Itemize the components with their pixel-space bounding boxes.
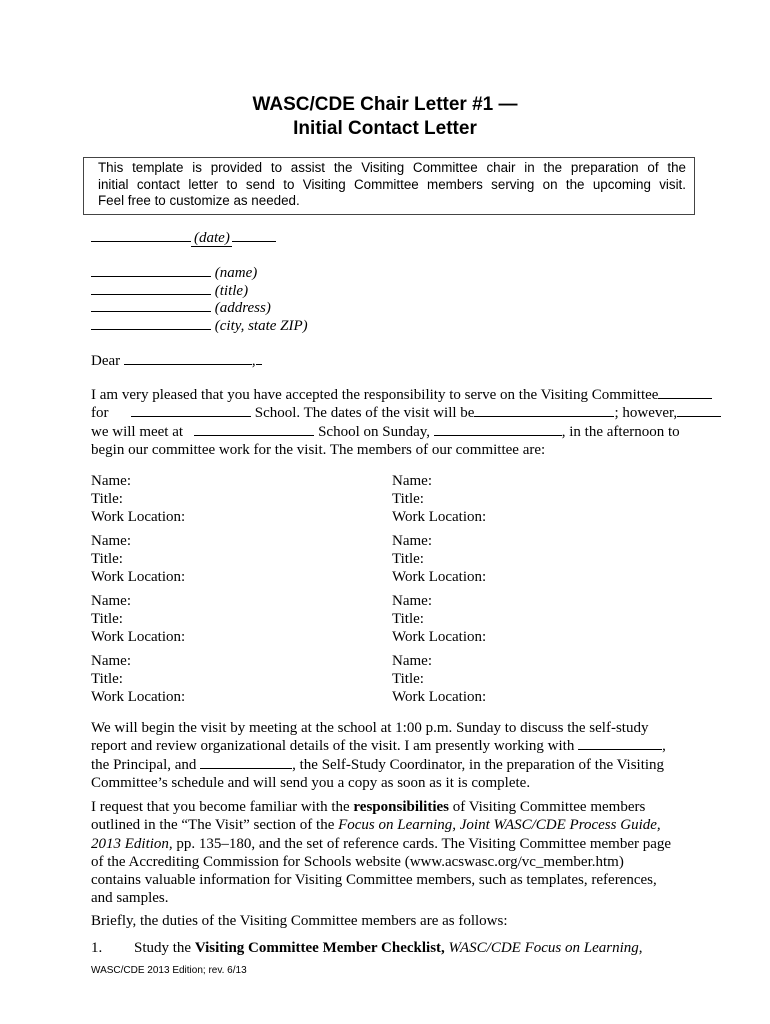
- para3-of-members: of Visiting Committee members: [452, 799, 646, 815]
- note-line-2: initial contact letter to send to Visiting Committee members serving on the upcoming visit.: [98, 176, 686, 192]
- para1-sunday: School on Sunday,: [318, 423, 431, 440]
- address-blank[interactable]: [91, 299, 211, 312]
- list-item-number: 1.: [91, 940, 103, 956]
- member-name-label: Name:: [392, 593, 432, 609]
- date-field: [91, 229, 276, 247]
- sunday-date-blank[interactable]: [434, 423, 562, 436]
- name-field: [91, 264, 257, 282]
- para3-outlined: outlined in the “The Visit” section of the: [91, 817, 335, 834]
- paragraph-acceptance: [91, 386, 681, 459]
- para3-responsibilities: responsibilities: [353, 799, 449, 815]
- paragraph-visit-begin: [91, 719, 681, 792]
- meeting-school-blank[interactable]: [194, 423, 314, 436]
- date-label: (date): [191, 230, 232, 247]
- title-blank[interactable]: [91, 282, 211, 295]
- member-block-3: [91, 533, 185, 586]
- city-label: (city, state ZIP): [214, 318, 308, 334]
- member-work-label: Work Location:: [392, 628, 487, 645]
- para3-line4: of the Accrediting Commission for Schools website (www.acswasc.org/vc_member.htm): [91, 853, 624, 870]
- member-title-label: Title:: [91, 670, 123, 687]
- visit-dates-blank[interactable]: [474, 404, 614, 417]
- member-name-label: Name:: [392, 533, 432, 549]
- member-title-label: Title:: [392, 490, 424, 507]
- principal-blank[interactable]: [578, 737, 662, 750]
- para2-line1: We will begin the visit by meeting at the school at 1:00 p.m. Sunday to discuss the self-study: [91, 720, 649, 736]
- member-title-label: Title:: [392, 610, 424, 627]
- para1-dates-text: School. The dates of the visit will be: [254, 405, 475, 422]
- member-name-label: Name:: [91, 593, 131, 609]
- name-blank[interactable]: [91, 264, 211, 277]
- para3-process-guide: Focus on Learning, Joint WASC/CDE Process Guide,: [338, 817, 661, 834]
- para3-request: I request that you become familiar with the: [91, 799, 350, 815]
- member-title-label: Title:: [392, 670, 424, 687]
- para2-line2: [91, 737, 681, 755]
- member-name-label: Name:: [392, 473, 432, 489]
- page-title-line2: Initial Contact Letter: [293, 118, 477, 139]
- member-work-label: Work Location:: [91, 508, 186, 525]
- para1-line2: [91, 404, 681, 422]
- para2-coordinator-text: , the Self-Study Coordinator, in the preparation of the Visiting: [292, 756, 665, 773]
- member-block-8: [392, 653, 486, 706]
- para2-principal-and: the Principal, and: [91, 756, 197, 773]
- committee-blank[interactable]: [658, 386, 712, 399]
- member-block-7: [91, 653, 185, 706]
- city-field: [91, 317, 308, 335]
- para3-edition: 2013 Edition,: [91, 835, 173, 852]
- member-work-label: Work Location:: [91, 628, 186, 645]
- member-name-label: Name:: [91, 473, 131, 489]
- page-title-line1: WASC/CDE Chair Letter #1 —: [252, 94, 518, 115]
- coordinator-blank[interactable]: [200, 756, 292, 769]
- member-work-label: Work Location:: [392, 568, 487, 585]
- member-block-4: [392, 533, 486, 586]
- note-line-3: Feel free to customize as needed.: [98, 193, 300, 208]
- list-item-checklist: Visiting Committee Member Checklist,: [194, 940, 445, 956]
- para2-line4: Committee’s schedule and will send you a copy as soon as it is complete.: [91, 774, 531, 791]
- dear-comma: ,: [251, 353, 256, 369]
- para4-line1: Briefly, the duties of the Visiting Committee members are as follows:: [91, 913, 508, 929]
- member-title-label: Title:: [91, 610, 123, 627]
- date-blank-tail: [232, 229, 276, 242]
- salutation: [91, 352, 262, 370]
- para1-line3: [91, 423, 681, 441]
- member-title-label: Title:: [392, 550, 424, 567]
- paragraph-duties-intro: [91, 912, 681, 930]
- para3-line5: contains valuable information for Visiting Committee members, such as templates, references,: [91, 872, 657, 889]
- para3-line3: [91, 835, 681, 853]
- member-block-1: [91, 473, 185, 526]
- list-item-focus: WASC/CDE Focus on Learning,: [448, 940, 643, 956]
- title-label: (title): [214, 283, 249, 299]
- name-label: (name): [214, 265, 258, 281]
- list-item-1-line: [91, 939, 681, 957]
- school-blank[interactable]: [131, 404, 251, 417]
- para1-meet-at: we will meet at: [91, 423, 184, 440]
- para3-pages: pp. 135–180, and the set of reference cards. The Visiting Committee member page: [176, 835, 672, 852]
- para3-line6: and samples.: [91, 890, 169, 907]
- city-blank[interactable]: [91, 317, 211, 330]
- para2-comma: ,: [662, 738, 666, 755]
- list-item-study: Study the: [134, 940, 192, 956]
- member-work-label: Work Location:: [91, 568, 186, 585]
- member-block-5: [91, 593, 185, 646]
- member-title-label: Title:: [91, 550, 123, 567]
- dear-text: Dear: [91, 353, 121, 369]
- member-name-label: Name:: [91, 653, 131, 669]
- member-block-2: [392, 473, 486, 526]
- recipient-blank[interactable]: [124, 352, 252, 365]
- template-note-box: [83, 157, 695, 215]
- date-blank[interactable]: [91, 229, 191, 242]
- title-field: [91, 282, 248, 300]
- note-line-1: This template is provided to assist the Visiting Committee chair in the preparation of the: [98, 160, 686, 175]
- member-block-6: [392, 593, 486, 646]
- para1-line4: begin our committee work for the visit. The members of our committee are:: [91, 441, 546, 458]
- address-label: (address): [214, 300, 271, 316]
- page-footer: WASC/CDE 2013 Edition; rev. 6/13: [91, 965, 247, 976]
- para1-however: ; however,: [614, 405, 678, 422]
- member-title-label: Title:: [91, 490, 123, 507]
- member-name-label: Name:: [392, 653, 432, 669]
- member-work-label: Work Location:: [392, 508, 487, 525]
- para2-working-with: report and review organizational details of the visit. I am presently working with: [91, 738, 575, 755]
- para1-line1: [91, 386, 681, 404]
- member-work-label: Work Location:: [91, 688, 186, 705]
- recipient-blank-tail: [256, 352, 262, 365]
- member-work-label: Work Location:: [392, 688, 487, 705]
- member-name-label: Name:: [91, 533, 131, 549]
- para2-line3: [91, 756, 681, 774]
- duties-list-item-1: [91, 939, 681, 957]
- para1-afternoon: , in the afternoon to: [561, 423, 680, 440]
- para1-line1-text: I am very pleased that you have accepted the responsibility to serve on the Visiting Committee: [91, 387, 659, 403]
- however-blank[interactable]: [677, 404, 721, 417]
- para3-line2: [91, 816, 681, 834]
- address-field: [91, 299, 271, 317]
- para3-line1: [91, 798, 681, 816]
- para1-for: for: [91, 405, 109, 422]
- paragraph-responsibilities: [91, 798, 681, 908]
